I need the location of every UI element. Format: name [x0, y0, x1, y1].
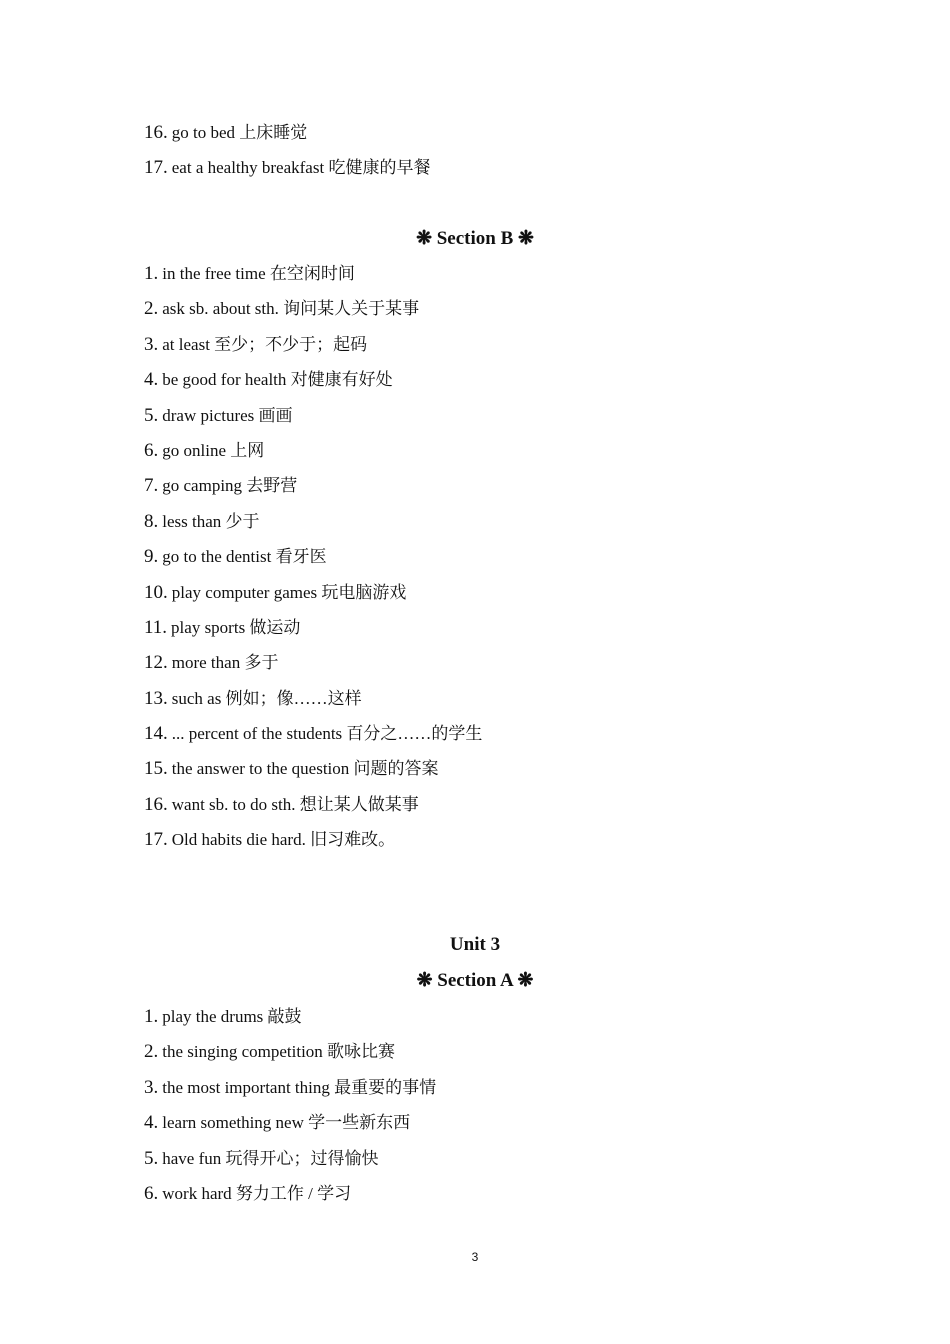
list-item: [144, 256, 844, 291]
item-number: 10.: [144, 581, 168, 603]
item-text: at least 至少；不少于；起码: [162, 334, 368, 354]
item-number: 2.: [144, 1041, 159, 1063]
list-item: [144, 468, 844, 503]
list-item: [144, 398, 844, 433]
item-text: go to bed 上床睡觉: [171, 123, 308, 142]
list-item: [144, 504, 844, 539]
item-text: go to the dentist 看牙医: [162, 547, 327, 567]
item-text: want sb. to do sth. 想让某人做某事: [171, 794, 419, 814]
item-text: such as 例如；像……这样: [171, 688, 362, 708]
list-item: [144, 150, 844, 185]
unit2-section-a-continued-list: [144, 115, 844, 186]
item-number: 14.: [144, 723, 168, 745]
item-number: 1.: [144, 263, 159, 284]
list-item: [144, 1105, 844, 1140]
item-text: play the drums 敲鼓: [162, 1007, 302, 1026]
list-item: [144, 327, 844, 362]
list-item: [144, 433, 844, 468]
section-b-heading: ❋ Section B ❋: [416, 228, 534, 249]
item-number: 5.: [144, 1147, 159, 1169]
item-text: the singing competition 歌咏比赛: [162, 1042, 396, 1062]
item-number: 3.: [144, 1076, 159, 1098]
item-number: 6.: [144, 1182, 159, 1204]
item-number: 8.: [144, 510, 159, 532]
list-item: [144, 115, 844, 150]
list-item: [144, 716, 844, 751]
list-item: [144, 1176, 844, 1211]
item-text: go camping 去野营: [162, 476, 298, 496]
item-text: work hard 努力工作 / 学习: [162, 1183, 352, 1203]
list-item: [144, 1141, 844, 1176]
section-b-list: [144, 256, 844, 858]
list-item: [144, 645, 844, 680]
item-number: 6.: [144, 439, 159, 461]
item-text: be good for health 对健康有好处: [162, 370, 393, 390]
item-number: 7.: [144, 475, 159, 497]
item-number: 4.: [144, 1112, 159, 1134]
list-item: [144, 787, 844, 822]
item-text: the most important thing 最重要的事情: [162, 1077, 437, 1097]
item-number: 16.: [144, 793, 168, 815]
item-number: 5.: [144, 404, 159, 426]
list-item: [144, 822, 844, 857]
item-text: ask sb. about sth. 询问某人关于某事: [162, 299, 420, 319]
item-text: play sports 做运动: [171, 617, 301, 637]
item-text: Old habits die hard. 旧习难改。: [171, 830, 396, 850]
list-item: [144, 1034, 844, 1069]
list-item: [144, 1070, 844, 1105]
item-number: 1.: [144, 1006, 159, 1027]
item-text: have fun 玩得开心；过得愉快: [162, 1148, 379, 1168]
item-text: play computer games 玩电脑游戏: [171, 582, 407, 602]
unit3-section-a-list: [144, 999, 844, 1211]
page-number: 3: [471, 1250, 479, 1264]
item-number: 9.: [144, 546, 159, 568]
item-text: the answer to the question 问题的答案: [171, 759, 439, 779]
item-text: draw pictures 画画: [162, 405, 293, 425]
unit-title: Unit 3: [449, 934, 501, 955]
list-item: [144, 999, 844, 1034]
item-text: go online 上网: [162, 440, 265, 460]
section-a-heading: ❋ Section A ❋: [416, 970, 534, 991]
item-number: 17.: [144, 157, 168, 179]
list-item: [144, 575, 844, 610]
item-text: in the free time 在空闲时间: [162, 264, 355, 283]
list-item: [144, 610, 844, 645]
item-number: 13.: [144, 687, 168, 709]
item-number: 15.: [144, 758, 168, 780]
list-item: [144, 291, 844, 326]
list-item: [144, 681, 844, 716]
item-number: 12.: [144, 652, 168, 674]
item-number: 17.: [144, 829, 168, 851]
item-text: learn something new 学一些新东西: [162, 1113, 411, 1133]
item-text: eat a healthy breakfast 吃健康的早餐: [171, 158, 431, 178]
list-item: [144, 362, 844, 397]
list-item: [144, 539, 844, 574]
item-number: 2.: [144, 298, 159, 320]
item-text: less than 少于: [162, 511, 260, 531]
item-text: ... percent of the students 百分之……的学生: [171, 724, 483, 744]
item-number: 4.: [144, 369, 159, 391]
item-text: more than 多于: [171, 653, 279, 673]
item-number: 16.: [144, 122, 168, 143]
item-number: 11.: [144, 616, 168, 638]
item-number: 3.: [144, 333, 159, 355]
list-item: [144, 751, 844, 786]
